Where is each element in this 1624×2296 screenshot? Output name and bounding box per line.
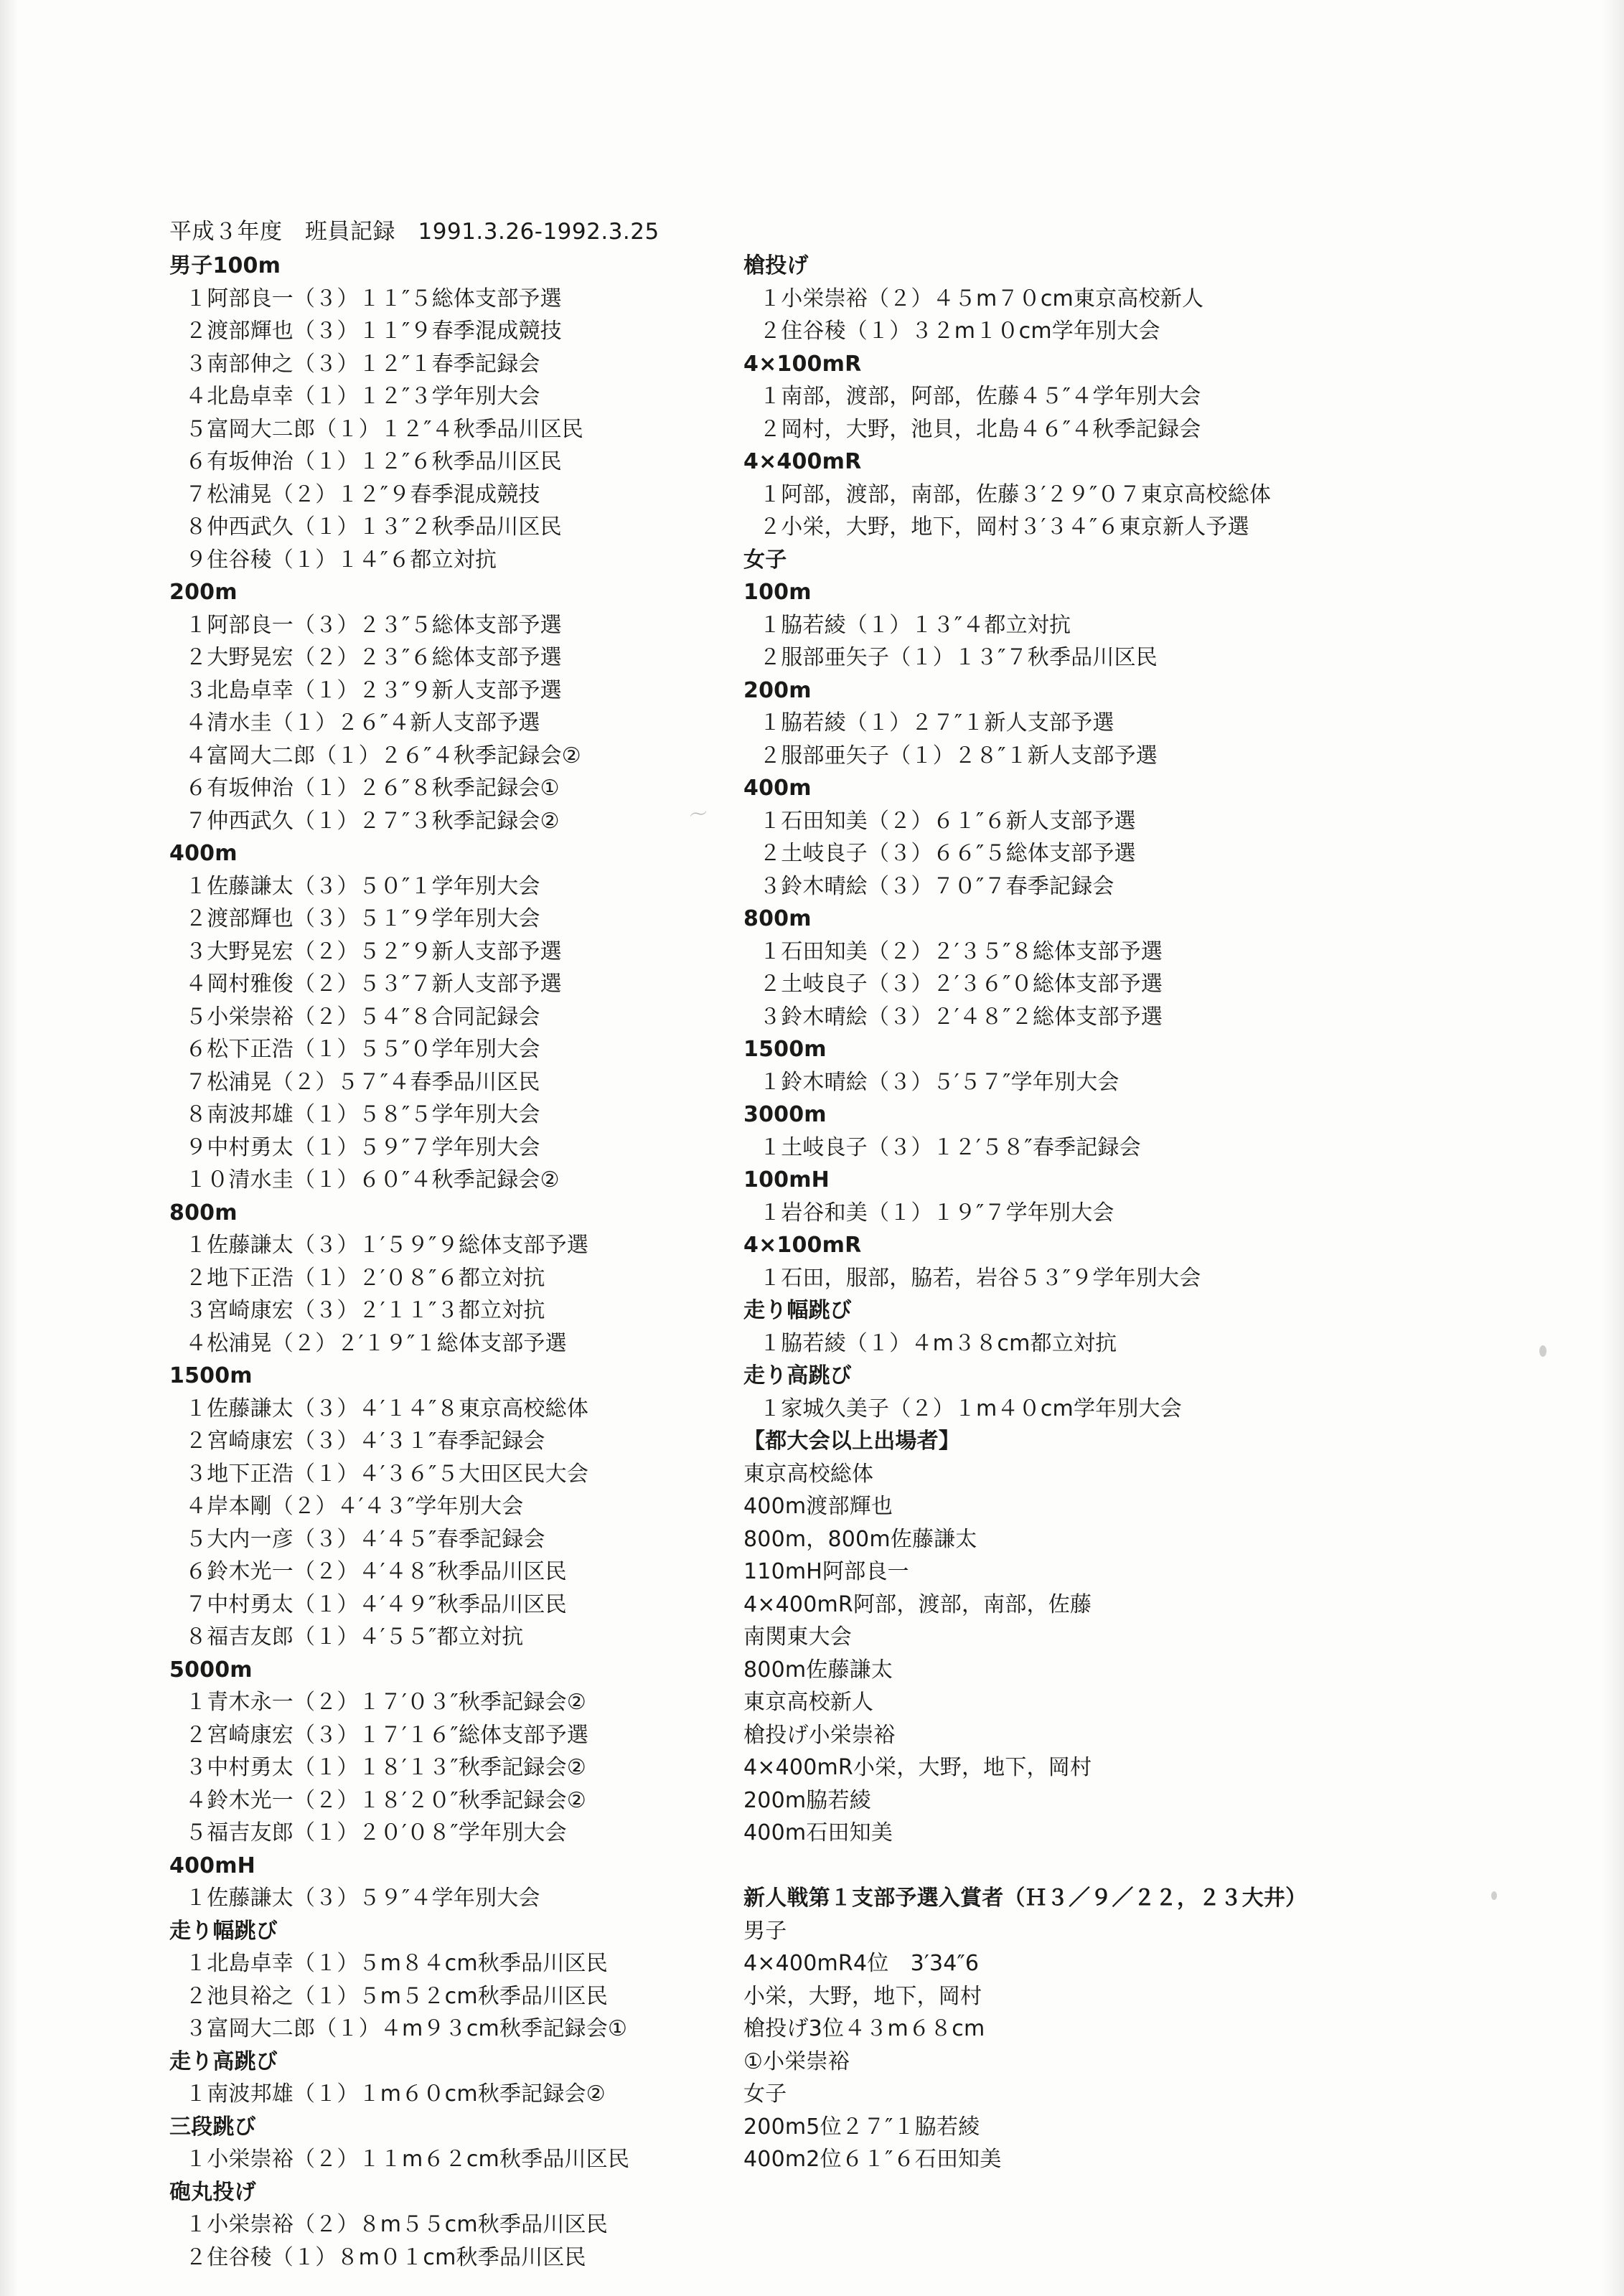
left-line-item-52: １北島卓幸（１）５m８４cm秋季品川区民 bbox=[185, 1951, 608, 1976]
left-line-item-32: ３宮崎康宏（３）２′１１″３都立対抗 bbox=[185, 1298, 545, 1323]
scan-speck bbox=[1491, 1891, 1497, 1900]
left-line-item-25: ７松浦晃（２）５７″４春季品川区民 bbox=[185, 1069, 540, 1095]
right-line-item-35: １家城久美子（２）１m４０cm学年別大会 bbox=[759, 1396, 1182, 1421]
left-line-item-27: ９中村勇太（１）５９″７学年別大会 bbox=[185, 1134, 540, 1160]
right-line-head-16: 400m bbox=[743, 776, 812, 801]
right-line-item-21: １石田知美（２）２′３５″８総体支部予選 bbox=[759, 938, 1163, 964]
right-line-plain-45: 槍投げ小栄崇裕 bbox=[743, 1722, 896, 1748]
right-line-plain-39: 800m，800m佐藤謙太 bbox=[743, 1526, 977, 1552]
right-line-plain-58: 400m2位６１″６石田知美 bbox=[743, 2147, 1002, 2172]
right-line-head-36: 【都大会以上出場者】 bbox=[743, 1429, 960, 1454]
right-line-item-15: ２服部亜矢子（１）２８″１新人支部予選 bbox=[759, 743, 1158, 768]
left-line-item-2: ２渡部輝也（３）１１″９春季混成競技 bbox=[185, 319, 562, 344]
left-line-item-61: ２住谷稜（１）８m０１cm秋季品川区民 bbox=[185, 2244, 586, 2270]
right-line-head-0: 槍投げ bbox=[743, 253, 809, 278]
right-line-item-19: ３鈴木晴絵（３）７０″７春季記録会 bbox=[759, 873, 1114, 899]
left-line-head-43: 5000m bbox=[169, 1657, 253, 1683]
right-line-head-30: 4×100mR bbox=[743, 1233, 862, 1258]
right-line-head-32: 走り幅跳び bbox=[743, 1298, 852, 1323]
left-line-item-46: ３中村勇太（１）１８′１３″秋季記録会② bbox=[185, 1755, 586, 1780]
left-line-head-49: 400mH bbox=[169, 1853, 255, 1878]
right-line-item-25: １鈴木晴絵（３）５′５７″学年別大会 bbox=[759, 1069, 1120, 1095]
scan-speck bbox=[1539, 1345, 1546, 1357]
left-line-item-31: ２地下正浩（１）２′０８″６都立対抗 bbox=[185, 1265, 545, 1291]
right-line-item-14: １脇若綾（１）２７″１新人支部予選 bbox=[759, 710, 1114, 735]
left-line-item-5: ５富岡大二郎（１）１２″４秋季品川区民 bbox=[185, 416, 584, 442]
left-line-item-15: ４富岡大二郎（１）２６″４秋季記録会② bbox=[185, 743, 581, 768]
left-column bbox=[169, 250, 743, 2274]
right-line-item-22: ２土岐良子（３）２′３６″０総体支部予選 bbox=[759, 971, 1163, 997]
right-line-head-50: 新人戦第１支部予選入賞者（Ｈ３／９／２２，２３大井） bbox=[743, 1886, 1308, 1911]
right-line-plain-47: 200m脇若綾 bbox=[743, 1787, 871, 1813]
right-line-plain-38: 400m渡部輝也 bbox=[743, 1494, 893, 1519]
right-line-plain-43: 800m佐藤謙太 bbox=[743, 1657, 893, 1683]
right-line-plain-56: 女子 bbox=[743, 2081, 787, 2107]
left-line-item-53: ２池貝裕之（１）５m５２cm秋季品川区民 bbox=[185, 1983, 608, 2009]
scan-smudge: 〜 bbox=[687, 802, 710, 828]
right-column bbox=[743, 250, 1447, 2176]
right-line-plain-51: 男子 bbox=[743, 1918, 787, 1944]
left-line-item-1: １阿部良一（３）１１″５総体支部予選 bbox=[185, 286, 562, 311]
left-line-item-12: ２大野晃宏（２）２３″６総体支部予選 bbox=[185, 645, 562, 670]
left-line-item-44: １青木永一（２）１７′０３″秋季記録会② bbox=[185, 1690, 586, 1715]
right-line-item-7: １阿部，渡部，南部，佐藤３′２９″０７東京高校総体 bbox=[759, 481, 1272, 507]
left-line-item-11: １阿部良一（３）２３″５総体支部予選 bbox=[185, 612, 562, 638]
right-line-plain-37: 東京高校総体 bbox=[743, 1461, 874, 1487]
right-line-plain-55: ①小栄崇裕 bbox=[743, 2048, 850, 2074]
left-line-item-35: １佐藤謙太（３）４′１４″８東京高校総体 bbox=[185, 1396, 589, 1421]
left-line-item-30: １佐藤謙太（３）１′５９″９総体支部予選 bbox=[185, 1233, 589, 1258]
right-line-item-12: ２服部亜矢子（１）１３″７秋季品川区民 bbox=[759, 645, 1158, 670]
left-line-item-19: １佐藤謙太（３）５０″１学年別大会 bbox=[185, 873, 540, 899]
left-line-item-42: ８福吉友郎（１）４′５５″都立対抗 bbox=[185, 1624, 524, 1650]
right-line-item-31: １石田，服部，脇若，岩谷５３″９学年別大会 bbox=[759, 1265, 1201, 1291]
right-line-item-8: ２小栄，大野，地下，岡村３′３４″６東京新人予選 bbox=[759, 514, 1249, 540]
left-line-item-14: ４清水圭（１）２６″４新人支部予選 bbox=[185, 710, 540, 735]
right-line-head-6: 4×400mR bbox=[743, 449, 862, 474]
right-line-item-1: １小栄崇裕（２）４５m７０cm東京高校新人 bbox=[759, 286, 1204, 311]
right-line-plain-52: 4×400mR4位 3′34″6 bbox=[743, 1951, 980, 1976]
left-line-item-48: ５福吉友郎（１）２０′０８″学年別大会 bbox=[185, 1820, 567, 1845]
page-title: 平成３年度 班員記録 1991.3.26-1992.3.25 bbox=[169, 219, 660, 245]
right-line-plain-53: 小栄，大野，地下，岡村 bbox=[743, 1983, 982, 2009]
right-line-item-18: ２土岐良子（３）６６″５総体支部予選 bbox=[759, 841, 1136, 866]
left-line-head-57: 三段跳び bbox=[169, 2114, 256, 2140]
right-line-head-34: 走り高跳び bbox=[743, 1363, 852, 1388]
right-line-head-10: 100m bbox=[743, 580, 812, 605]
left-line-item-3: ３南部伸之（３）１２″１春季記録会 bbox=[185, 351, 540, 377]
left-line-item-26: ８南波邦雄（１）５８″５学年別大会 bbox=[185, 1102, 540, 1127]
left-line-item-16: ６有坂伸治（１）２６″８秋季記録会① bbox=[185, 776, 560, 801]
right-line-plain-57: 200m5位２７″１脇若綾 bbox=[743, 2114, 980, 2140]
right-line-plain-54: 槍投げ3位４３m６８cm bbox=[743, 2016, 985, 2041]
left-line-item-20: ２渡部輝也（３）５１″９学年別大会 bbox=[185, 906, 540, 931]
right-line-head-20: 800m bbox=[743, 906, 812, 931]
left-line-item-13: ３北島卓幸（１）２３″９新人支部予選 bbox=[185, 677, 562, 703]
right-line-head-28: 100mH bbox=[743, 1167, 830, 1192]
right-line-gap-49 bbox=[743, 1850, 1447, 1883]
right-line-item-17: １石田知美（２）６１″６新人支部予選 bbox=[759, 808, 1136, 834]
left-line-item-7: ７松浦晃（２）１２″９春季混成競技 bbox=[185, 481, 540, 507]
left-line-item-41: ７中村勇太（１）４′４９″秋季品川区民 bbox=[185, 1591, 567, 1617]
right-line-head-24: 1500m bbox=[743, 1037, 827, 1062]
right-line-plain-42: 南関東大会 bbox=[743, 1624, 852, 1650]
left-line-head-29: 800m bbox=[169, 1200, 238, 1225]
left-line-item-47: ４鈴木光一（２）１８′２０″秋季記録会② bbox=[185, 1787, 586, 1813]
right-line-item-23: ３鈴木晴絵（３）２′４８″２総体支部予選 bbox=[759, 1004, 1163, 1030]
left-line-item-17: ７仲西武久（１）２７″３秋季記録会② bbox=[185, 808, 560, 834]
left-line-item-8: ８仲西武久（１）１３″２秋季品川区民 bbox=[185, 514, 562, 540]
two-column-body bbox=[169, 250, 1461, 2274]
left-line-head-55: 走り高跳び bbox=[169, 2048, 278, 2074]
left-line-item-38: ４岸本剛（２）４′４３″学年別大会 bbox=[185, 1494, 524, 1519]
right-line-head-3: 4×100mR bbox=[743, 351, 862, 377]
right-line-item-11: １脇若綾（１）１３″４都立対抗 bbox=[759, 612, 1071, 638]
left-line-item-4: ４北島卓幸（１）１２″３学年別大会 bbox=[185, 384, 540, 409]
left-line-head-18: 400m bbox=[169, 841, 238, 866]
left-line-item-60: １小栄崇裕（２）８m５５cm秋季品川区民 bbox=[185, 2212, 608, 2237]
left-line-item-36: ２宮崎康宏（３）４′３１″春季記録会 bbox=[185, 1429, 545, 1454]
right-line-plain-40: 110mH阿部良一 bbox=[743, 1559, 909, 1584]
right-line-head-9: 女子 bbox=[743, 547, 787, 573]
right-line-item-33: １脇若綾（１）４m３８cm都立対抗 bbox=[759, 1330, 1117, 1356]
left-line-item-9: ９住谷稜（１）１４″６都立対抗 bbox=[185, 547, 497, 573]
left-line-item-21: ３大野晃宏（２）５２″９新人支部予選 bbox=[185, 938, 562, 964]
record-sheet bbox=[169, 215, 1461, 2270]
left-line-head-0: 男子100m bbox=[169, 253, 281, 278]
right-line-head-13: 200m bbox=[743, 677, 812, 703]
left-line-item-50: １佐藤謙太（３）５９″４学年別大会 bbox=[185, 1886, 540, 1911]
left-line-item-54: ３富岡大二郎（１）４m９３cm秋季記録会① bbox=[185, 2016, 628, 2041]
right-line-item-5: ２岡村，大野，池貝，北島４６″４秋季記録会 bbox=[759, 416, 1201, 442]
right-line-plain-41: 4×400mR阿部，渡部，南部，佐藤 bbox=[743, 1591, 1092, 1617]
left-line-item-45: ２宮崎康宏（３）１７′１６″総体支部予選 bbox=[185, 1722, 589, 1748]
right-line-plain-44: 東京高校新人 bbox=[743, 1690, 874, 1715]
right-line-head-26: 3000m bbox=[743, 1102, 827, 1127]
left-line-item-33: ４松浦晃（２）２′１９″１総体支部予選 bbox=[185, 1330, 567, 1356]
left-line-item-40: ６鈴木光一（２）４′４８″秋季品川区民 bbox=[185, 1559, 567, 1584]
right-line-plain-46: 4×400mR小栄，大野，地下，岡村 bbox=[743, 1755, 1092, 1780]
right-line-item-4: １南部，渡部，阿部，佐藤４５″４学年別大会 bbox=[759, 384, 1201, 409]
right-line-item-29: １岩谷和美（１）１９″７学年別大会 bbox=[759, 1200, 1114, 1225]
left-line-item-6: ６有坂伸治（１）１２″６秋季品川区民 bbox=[185, 449, 562, 474]
left-line-item-39: ５大内一彦（３）４′４５″春季記録会 bbox=[185, 1526, 545, 1552]
left-line-item-28: １０清水圭（１）６０″４秋季記録会② bbox=[185, 1167, 560, 1192]
left-line-item-37: ３地下正浩（１）４′３６″５大田区民大会 bbox=[185, 1461, 589, 1487]
left-line-item-24: ６松下正浩（１）５５″０学年別大会 bbox=[185, 1037, 540, 1062]
left-line-head-59: 砲丸投げ bbox=[169, 2179, 256, 2205]
left-line-head-10: 200m bbox=[169, 580, 238, 605]
left-line-item-22: ４岡村雅俊（２）５３″７新人支部予選 bbox=[185, 971, 562, 997]
right-line-item-27: １土岐良子（３）１２′５８″春季記録会 bbox=[759, 1134, 1141, 1160]
left-line-item-23: ５小栄崇裕（２）５４″８合同記録会 bbox=[185, 1004, 540, 1030]
right-line-plain-48: 400m石田知美 bbox=[743, 1820, 893, 1845]
left-line-head-34: 1500m bbox=[169, 1363, 253, 1388]
right-line-item-2: ２住谷稜（１）３２m１０cm学年別大会 bbox=[759, 319, 1160, 344]
left-line-item-58: １小栄崇裕（２）１１m６２cm秋季品川区民 bbox=[185, 2147, 630, 2172]
left-line-head-51: 走り幅跳び bbox=[169, 1918, 278, 1944]
left-line-item-56: １南波邦雄（１）１m６０cm秋季記録会② bbox=[185, 2081, 606, 2107]
